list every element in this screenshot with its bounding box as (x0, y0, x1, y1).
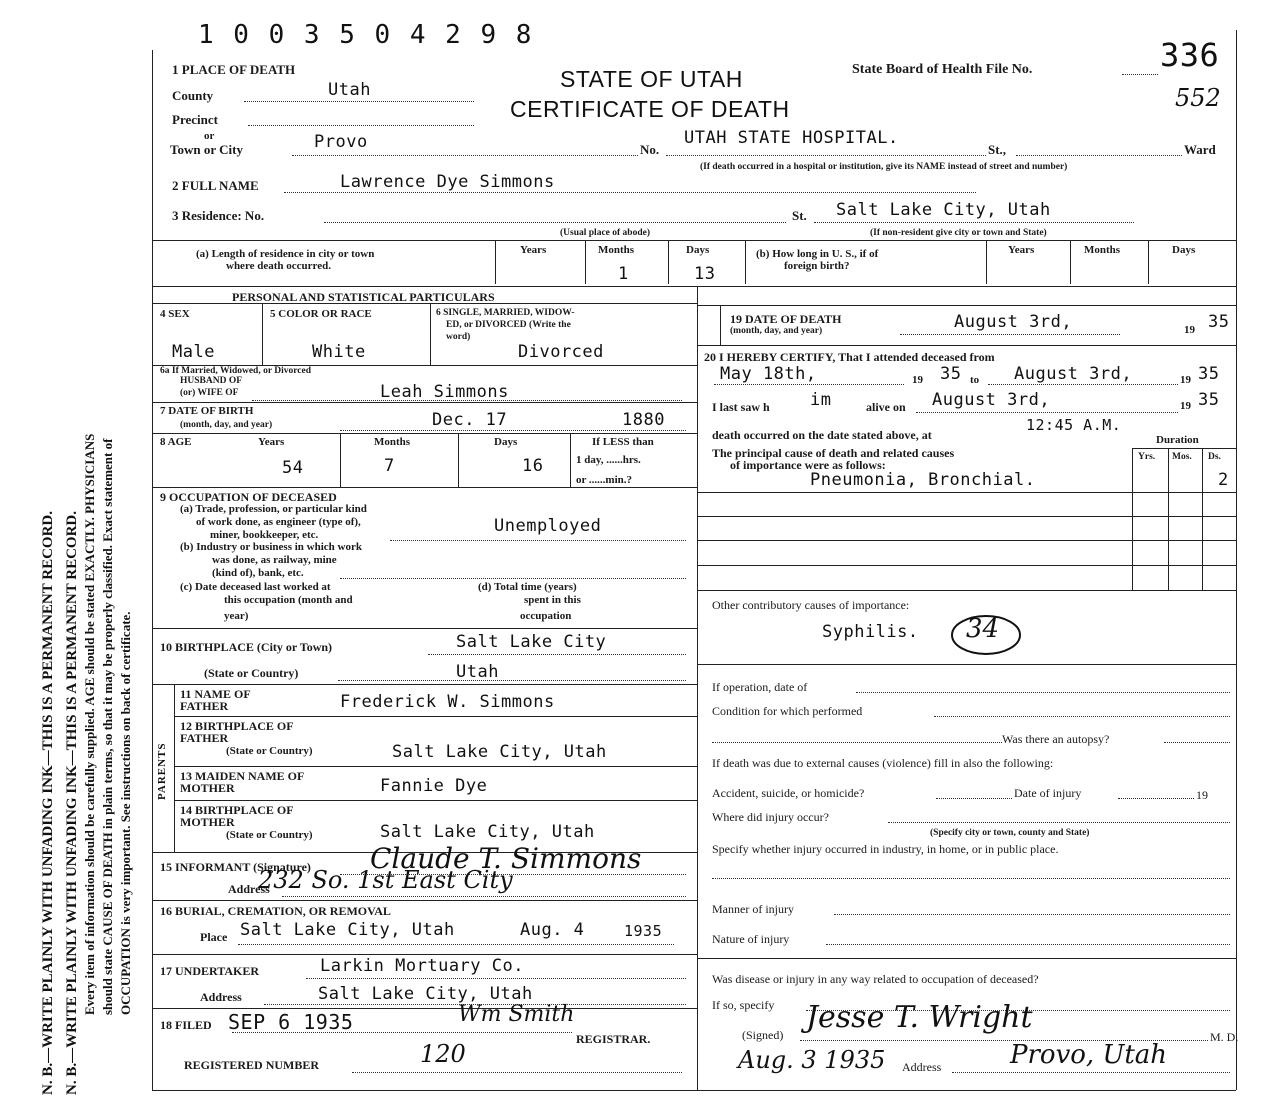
autopsy-label: Was there an autopsy? (1002, 732, 1110, 746)
death-date: August 3rd, (954, 312, 1073, 332)
length-residence-label: (a) Length of residence in city or town (196, 248, 375, 260)
certify-from-yr19: 19 (912, 374, 923, 386)
death-occurred-label: death occurred on the date stated above, at (712, 428, 932, 442)
form-subtitle: CERTIFICATE OF DEATH (510, 96, 790, 122)
us-residence-label: (b) How long in U. S., if of (756, 248, 879, 260)
age-years-label: Years (258, 436, 285, 448)
sex-label: 4 SEX (160, 308, 190, 320)
physician-address-label: Address (902, 1060, 942, 1074)
manner-label: Manner of injury (712, 902, 794, 916)
age-months-label: Months (374, 436, 411, 448)
residence-value: Salt Lake City, Utah (836, 200, 1051, 220)
file-no-label: State Board of Health File No. (852, 62, 1033, 77)
injury-date-label: Date of injury (1014, 786, 1082, 800)
other-cause-code: 34 (966, 614, 1000, 644)
accident-label: Accident, suicide, or homicide? (712, 786, 865, 800)
age-label: 8 AGE (160, 436, 192, 448)
age-years: 54 (282, 458, 304, 478)
spouse-value: Leah Simmons (380, 382, 509, 402)
age-days-label: Days (494, 436, 518, 448)
us-days-header: Days (1172, 244, 1196, 256)
death-time: 12:45 A.M. (1026, 416, 1122, 434)
cause-label: The principal cause of death and related causes (712, 446, 955, 460)
nature-label: Nature of injury (712, 932, 790, 946)
years-header: Years (520, 244, 547, 256)
registrar-signature: Wm Smith (458, 1002, 575, 1027)
certify-from: May 18th, (720, 364, 817, 384)
external-causes-label: If death was due to external causes (violence) fill in also the following: (712, 756, 1054, 770)
ward-label: Ward (1184, 142, 1216, 157)
death-date-label: 19 DATE OF DEATH (730, 312, 842, 326)
county-label: County (172, 88, 214, 103)
signed-date: Aug. 3 1935 (738, 1046, 886, 1074)
us-years-header: Years (1008, 244, 1035, 256)
operation-label: If operation, date of (712, 680, 808, 694)
color-label: 5 COLOR OR RACE (270, 308, 372, 320)
spouse-label: 6a If Married, Widowed, or Divorced (160, 366, 312, 376)
father-birthplace-label: 12 BIRTHPLACE OF FATHER (180, 719, 294, 745)
where-injury-sub: (Specify city or town, county and State) (930, 828, 1090, 838)
us-residence-label-2: foreign birth? (784, 260, 850, 272)
certify-to-label: to (970, 374, 980, 386)
precinct-label: Precinct (172, 112, 218, 127)
length-residence-label-2: where death occurred. (226, 260, 331, 272)
alive-yr19: 19 (1180, 400, 1191, 412)
occupation-value: Unemployed (494, 516, 602, 536)
occupation-label: 9 OCCUPATION OF DECEASED (160, 490, 337, 504)
yrs-header: Yrs. (1138, 452, 1156, 462)
hospital-note: (If death occurred in a hospital or institution, give its NAME instead of street and number) (700, 162, 1068, 172)
last-saw-him: im (810, 390, 832, 410)
birthplace-state-label: (State or Country) (204, 666, 299, 680)
age-days: 16 (522, 456, 544, 476)
undertaker-address: Salt Lake City, Utah (318, 984, 533, 1004)
certify-to: August 3rd, (1014, 364, 1133, 384)
other-cause: Syphilis. (822, 622, 919, 642)
us-months-header: Months (1084, 244, 1121, 256)
other-causes-label: Other contributory causes of importance: (712, 598, 910, 612)
minutes-label: or ......min.? (576, 474, 633, 486)
full-name-label: 2 FULL NAME (172, 178, 259, 193)
occupation-c2: this occupation (month and (224, 594, 353, 606)
margin-note-5: OCCUPATION is very important. See instructions on back of certificate. (118, 611, 133, 1015)
town-label: Town or City (170, 142, 243, 157)
birthplace-label: 10 BIRTHPLACE (City or Town) (160, 640, 333, 654)
undertaker-name: Larkin Mortuary Co. (320, 956, 524, 976)
occupation-b3: (kind of), bank, etc. (212, 567, 304, 579)
death-date-sub: (month, day, and year) (730, 326, 823, 336)
or-label: or (204, 130, 215, 142)
mother-value: Fannie Dye (380, 776, 488, 796)
place-of-death-label: 1 PLACE OF DEATH (172, 62, 296, 77)
margin-note-4: should state CAUSE OF DEATH in plain terms, so that it may be properly classified. Exact statement of (100, 438, 115, 1015)
serial-number: 1 0 0 3 5 0 4 2 9 8 (198, 20, 534, 50)
spouse-label-3: (or) WIFE OF (180, 388, 239, 398)
informant-signature: Claude T. Simmons (370, 842, 642, 875)
county-value: Utah (328, 80, 371, 100)
if-so-label: If so, specify (712, 998, 775, 1012)
margin-note-2: N. B.—WRITE PLAINLY WITH UNFADING INK—THIS IS A PERMANENT RECORD. (64, 511, 80, 1095)
certify-to-yr19: 19 (1180, 374, 1191, 386)
nonresident-note: (If non-resident give city or town and State) (870, 228, 1047, 238)
occupation-d3: occupation (520, 610, 572, 622)
father-birthplace: Salt Lake City, Utah (392, 742, 607, 762)
dob-sublabel: (month, day, and year) (180, 420, 273, 430)
registrar-label: REGISTRAR. (576, 1032, 651, 1046)
file-number-handwritten: 552 (1175, 84, 1221, 112)
occupation-a1: (a) Trade, profession, or particular kind (180, 503, 367, 515)
occupation-c3: year) (224, 610, 249, 622)
alive-on-label: alive on (866, 400, 906, 414)
no-label: No. (640, 142, 660, 157)
occupation-b1: (b) Industry or business in which work (180, 541, 362, 553)
father-label: 11 NAME OF FATHER (180, 687, 251, 713)
length-months: 1 (618, 264, 629, 284)
mos-header: Mos. (1172, 452, 1192, 462)
margin-note-3: Every item of information should be carefully supplied. AGE should be stated EXACTLY. PHYSICIANS (82, 433, 97, 1015)
age-months: 7 (384, 456, 395, 476)
injury-date-yr19: 19 (1196, 788, 1208, 802)
marital-label-2: ED, or DIVORCED (Write the (446, 320, 571, 330)
last-saw-label: I last saw h (712, 400, 770, 414)
ds-header: Ds. (1208, 452, 1221, 462)
mother-birthplace-label: 14 BIRTHPLACE OF MOTHER (180, 803, 294, 829)
alive-date: August 3rd, (932, 390, 1051, 410)
occupation-d2: spent in this (524, 594, 581, 606)
days-header: Days (686, 244, 710, 256)
registered-number: 120 (420, 1040, 466, 1068)
burial-date: Aug. 4 (520, 920, 585, 940)
length-days: 13 (694, 264, 716, 284)
father-birthplace-sub: (State or Country) (226, 745, 313, 757)
less-than-label: If LESS than (592, 436, 654, 448)
certify-label: 20 I HEREBY CERTIFY, That I attended deceased from (704, 350, 995, 364)
full-name-value: Lawrence Dye Simmons (340, 172, 555, 192)
birthplace-city: Salt Lake City (456, 632, 607, 652)
marital-label: 6 SINGLE, MARRIED, WIDOW- (436, 308, 575, 318)
duration-label: Duration (1156, 434, 1199, 446)
occupation-a2: of work done, as engineer (type of), (196, 516, 361, 528)
md-label: M. D. (1210, 1030, 1239, 1044)
certify-from-year: 35 (940, 364, 962, 384)
undertaker-address-label: Address (200, 990, 242, 1004)
birthplace-state: Utah (456, 662, 499, 682)
marital-label-3: word) (446, 332, 471, 342)
burial-year: 1935 (624, 922, 663, 940)
file-number: 336 (1160, 36, 1220, 74)
occupation-b2: was done, as railway, mine (212, 554, 337, 566)
parents-side-label: PARENTS (156, 742, 168, 800)
st-label: St., (988, 142, 1007, 157)
margin-note-1: N. B.—WRITE PLAINLY WITH UNFADING INK—THIS IS A PERMANENT RECORD. (40, 511, 56, 1095)
undertaker-label: 17 UNDERTAKER (160, 964, 260, 978)
occupation-d1: (d) Total time (years) (478, 581, 577, 593)
death-year: 35 (1208, 312, 1230, 332)
certify-to-year: 35 (1198, 364, 1220, 384)
death-year-prefix: 19 (1184, 324, 1195, 336)
residence-label: 3 Residence: No. (172, 208, 265, 223)
occupation-related-label: Was disease or injury in any way related to occupation of deceased? (712, 972, 1039, 986)
occupation-a3: miner, bookkeeper, etc. (210, 529, 319, 541)
personal-heading: PERSONAL AND STATISTICAL PARTICULARS (232, 290, 495, 304)
occupation-c1: (c) Date deceased last worked at (180, 581, 331, 593)
informant-label: 15 INFORMANT (Signature) (160, 860, 311, 874)
signed-label: (Signed) (742, 1028, 784, 1042)
condition-label: Condition for which performed (712, 704, 863, 718)
residence-st-label: St. (792, 208, 807, 223)
dob-value: Dec. 17 (432, 410, 508, 430)
spouse-label-2: HUSBAND OF (180, 376, 243, 386)
specify-injury-label: Specify whether injury occurred in industry, in home, or in public place. (712, 842, 1059, 856)
sex-value: Male (172, 342, 215, 362)
where-injury-label: Where did injury occur? (712, 810, 829, 824)
institution-value: UTAH STATE HOSPITAL. (684, 128, 899, 148)
mother-birthplace-sub: (State or Country) (226, 829, 313, 841)
marital-value: Divorced (518, 342, 604, 362)
abode-note: (Usual place of abode) (560, 228, 650, 238)
cause-value: Pneumonia, Bronchial. (810, 470, 1036, 490)
mother-birthplace: Salt Lake City, Utah (380, 822, 595, 842)
father-value: Frederick W. Simmons (340, 692, 555, 712)
months-header: Months (598, 244, 635, 256)
mother-label: 13 MAIDEN NAME OF MOTHER (180, 769, 304, 795)
alive-year: 35 (1198, 390, 1220, 410)
hours-label: 1 day, ......hrs. (576, 454, 641, 466)
dob-year: 1880 (622, 410, 665, 430)
informant-address-label: Address (228, 882, 270, 896)
color-value: White (312, 342, 366, 362)
town-value: Provo (314, 132, 368, 152)
cause-days: 2 (1218, 470, 1229, 490)
burial-label: 16 BURIAL, CREMATION, OR REMOVAL (160, 904, 391, 918)
filed-label: 18 FILED (160, 1018, 212, 1032)
cause-label-2: of importance were as follows: (730, 458, 886, 472)
physician-signature: Jesse T. Wright (806, 1000, 1033, 1035)
dob-label: 7 DATE OF BIRTH (160, 405, 254, 417)
physician-address: Provo, Utah (1010, 1040, 1168, 1070)
registered-number-label: REGISTERED NUMBER (184, 1058, 320, 1072)
burial-place: Salt Lake City, Utah (240, 920, 455, 940)
form-title: STATE OF UTAH (560, 66, 743, 92)
informant-address: 232 So. 1st East City (258, 866, 513, 894)
burial-place-label: Place (200, 930, 228, 944)
filed-stamp: SEP 6 1935 (228, 1010, 354, 1034)
